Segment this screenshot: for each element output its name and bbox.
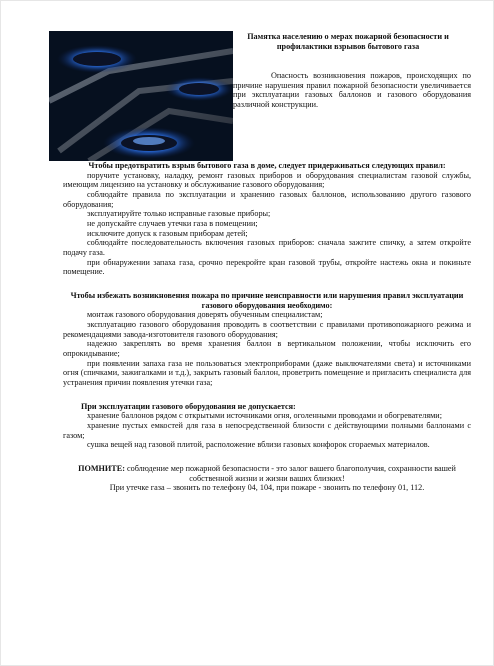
section1-item: эксплуатируйте только исправные газовые приборы; [87, 209, 271, 219]
section1-item: поручите установку, наладку, ремонт газовых приборов и оборудования специалистам газовой службы, имеющим лицензию на установку и обслуживание газового оборудования; [63, 170, 471, 190]
section1-item: не допускайте случаев утечки газа в помещении; [87, 219, 258, 229]
gas-burner-flame-icon [49, 31, 233, 161]
section2-item: эксплуатацию газового оборудования проводить в соответствии с правилами противопожарного режима и рекомендациями завода-изготовителя газового оборудования; [63, 320, 471, 339]
section1-item: соблюдайте правила по эксплуатации и хранению газовых баллонов, использованию другого газового оборудования; [63, 190, 471, 209]
section2-heading: Чтобы избежать возникновения пожара по причине неисправности или нарушения правил эксплуатации газового оборудования необходимо: [70, 291, 464, 310]
section1-item: исключите допуск к газовым приборам детей; [87, 228, 248, 238]
page-title: Памятка населению о мерах пожарной безопасности и профилактики взрывов бытового газа [247, 32, 449, 51]
section2-item: надежно закреплять во время хранения баллон в вертикальном положении, чтобы исключить его опрокидывание; [63, 339, 471, 359]
section3-heading: При эксплуатации газового оборудования не допускается: [81, 401, 296, 411]
main-content [63, 161, 471, 493]
reminder-text: соблюдение мер пожарной безопасности - это залог вашего благополучия, сохранности вашей собственной жизни и жизни ваших близких! [124, 464, 456, 483]
reminder [63, 464, 471, 483]
section2-item: монтаж газового оборудования доверять обученным специалистам; [87, 310, 323, 320]
section1-item: соблюдайте последовательность включения газовых приборов: сначала зажгите спичку, а затем откройте подачу газа. [63, 238, 471, 258]
intro-paragraph: Опасность возникновения пожаров, происходящих по причине нарушения правил пожарной безопасности увеличивается при эксплуатации газовых баллонов и газового оборудования различной конструкции. [233, 71, 471, 109]
section3-item: сушка вещей над газовой плитой, расположение вблизи газовых конфорок сгораемых материалов. [87, 440, 430, 450]
section1-heading: Чтобы предотвратить взрыв бытового газа в доме, следует придерживаться следующих правил: [88, 161, 446, 170]
section3-item: хранение пустых емкостей для газа в непосредственной близости с действующими полными баллонами с газом; [63, 421, 471, 440]
section3-item: хранение баллонов рядом с открытыми источниками огня, оголенными проводами и обогревателями; [87, 411, 442, 421]
intro-text [233, 71, 471, 109]
gas-stove-photo [49, 31, 233, 161]
emergency-phones: При утечке газа – звонить по телефону 04, 104, при пожаре - звонить по телефону 01, 112. [109, 483, 425, 493]
reminder-label: ПОМНИТЕ: [78, 464, 125, 474]
section2-item: при появлении запаха газа не пользоваться электроприборами (даже выключателями света) и источниками огня (спичками, зажигалками и т.д.), закрыть газовый баллон, проветрить помещение и пригласить специалиста для устранения причин появления утечки газа; [63, 358, 471, 388]
section1-item: при обнаружении запаха газа, срочно перекройте кран газовой трубы, откройте настежь окна и покиньте помещение. [63, 257, 471, 277]
